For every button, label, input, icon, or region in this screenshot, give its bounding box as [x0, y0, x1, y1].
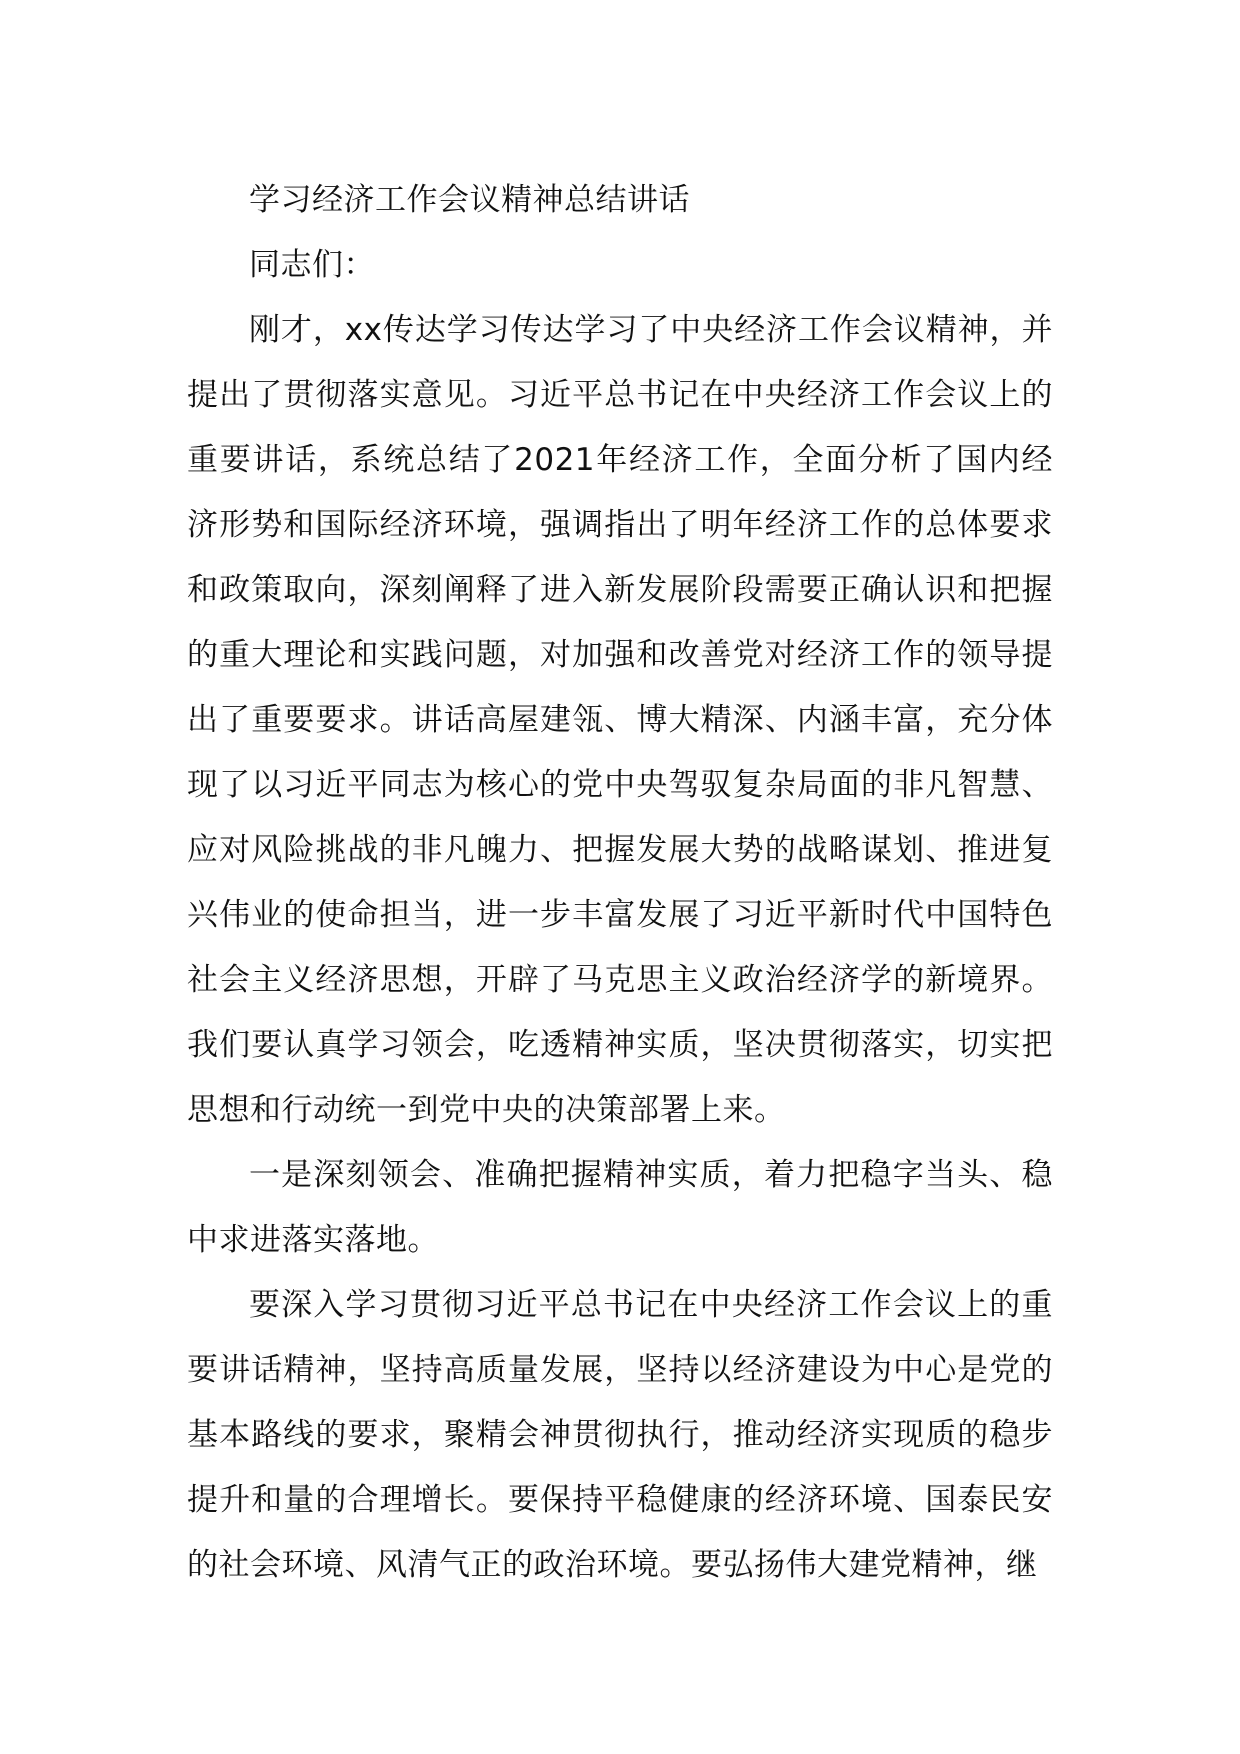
- paragraph-3: 要深入学习贯彻习近平总书记在中央经济工作会议上的重要讲话精神，坚持高质量发展，坚持以经济建设为中心是党的基本路线的要求，聚精会神贯彻执行，推动经济实现质的稳步提升和量的合理增长。要保持平稳健康的经济环境、国泰民安的社会环境、风清气正的政治环境。要弘扬伟大建党精神，继: [187, 1287, 1053, 1583]
- document-title: 学习经济工作会议精神总结讲话: [249, 182, 690, 218]
- document-body: [187, 168, 1053, 1598]
- paragraph-2: 一是深刻领会、准确把握精神实质，着力把稳字当头、稳中求进落实落地。: [187, 1157, 1053, 1258]
- salutation: 同志们：: [249, 247, 375, 283]
- paragraph-1: 刚才，xx传达学习传达学习了中央经济工作会议精神，并提出了贯彻落实意见。习近平总书记在中央经济工作会议上的重要讲话，系统总结了2021年经济工作，全面分析了国内经济形势和国际经济环境，强调指出了明年经济工作的总体要求和政策取向，深刻阐释了进入新发展阶段需要正确认识和把握的重大理论和实践问题，对加强和改善党对经济工作的领导提出了重要要求。讲话高屋建瓴、博大精深、内涵丰富，充分体现了以习近平同志为核心的党中央驾驭复杂局面的非凡智慧、应对风险挑战的非凡魄力、把握发展大势的战略谋划、推进复兴伟业的使命担当，进一步丰富发展了习近平新时代中国特色社会主义经济思想，开辟了马克思主义政治经济学的新境界。我们要认真学习领会，吃透精神实质，坚决贯彻落实，切实把思想和行动统一到党中央的决策部署上来。: [187, 312, 1053, 1128]
